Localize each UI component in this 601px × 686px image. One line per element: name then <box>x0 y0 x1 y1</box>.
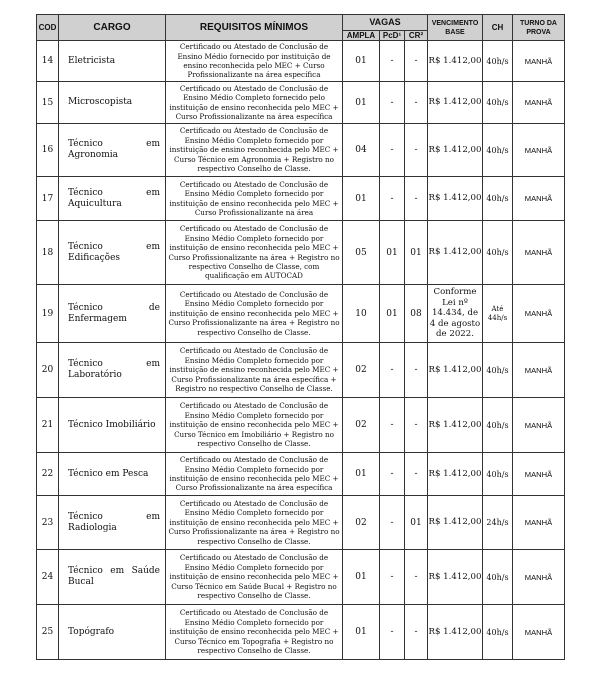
cell-cargo: Técnico em Pesca <box>59 453 166 496</box>
cell-requisitos: Certificado ou Atestado de Conclusão de Ensino Médio Completo fornecido por instituição de ensino reconhecida pelo MEC + Curso Profissionalizante na área + Registro no respectivo Conselho de Classe. <box>166 285 343 343</box>
cell-ch: 40h/s <box>483 605 513 660</box>
cell-vencimento: R$ 1.412,00 <box>428 177 483 221</box>
table-header-row <box>37 15 565 31</box>
cell-vencimento: Conforme Lei nº 14.434, de 4 de agosto de 2022. <box>428 285 483 343</box>
cell-turno: MANHÃ <box>513 124 565 177</box>
cell-cr: - <box>405 41 428 82</box>
cell-cargo: Técnico Imobiliário <box>59 398 166 453</box>
cell-ampla: 10 <box>343 285 380 343</box>
cell-ch: 40h/s <box>483 41 513 82</box>
cell-requisitos: Certificado ou Atestado de Conclusão de Ensino Médio Completo fornecido por instituição de ensino reconhecida pelo MEC + Curso Profissionalizante na área específica + Registro no respectivo Conselho de Classe. <box>166 343 343 398</box>
cell-turno: MANHÃ <box>513 453 565 496</box>
cell-turno: MANHÃ <box>513 496 565 550</box>
cell-ampla: 05 <box>343 221 380 285</box>
header-cargo: CARGO <box>59 15 166 41</box>
vacancy-table-container <box>36 14 565 660</box>
cell-cr: - <box>405 605 428 660</box>
cell-requisitos: Certificado ou Atestado de Conclusão de Ensino Médio Completo fornecido por instituição de ensino reconhecida pelo MEC + Curso Profissionalizante na área específica <box>166 453 343 496</box>
cell-ampla: 01 <box>343 550 380 605</box>
table-row <box>37 82 565 124</box>
header-vagas: VAGAS <box>343 15 428 31</box>
table-row <box>37 550 565 605</box>
cell-ampla: 02 <box>343 343 380 398</box>
cell-cr: - <box>405 343 428 398</box>
cell-requisitos: Certificado ou Atestado de Conclusão de Ensino Médio Completo fornecido pelo instituição de ensino reconhecida pelo MEC + Curso Profissionalizante na área específica <box>166 82 343 124</box>
cell-cod: 14 <box>37 41 59 82</box>
cell-cr: 08 <box>405 285 428 343</box>
table-row <box>37 124 565 177</box>
cell-turno: MANHÃ <box>513 550 565 605</box>
cell-ch: 24h/s <box>483 496 513 550</box>
table-row <box>37 221 565 285</box>
cell-vencimento: R$ 1.412,00 <box>428 221 483 285</box>
table-row <box>37 453 565 496</box>
cell-cod: 21 <box>37 398 59 453</box>
cell-ampla: 04 <box>343 124 380 177</box>
cell-cr: - <box>405 177 428 221</box>
table-row <box>37 177 565 221</box>
cell-ch: 40h/s <box>483 343 513 398</box>
cell-pcd: 01 <box>380 285 405 343</box>
cell-requisitos: Certificado ou Atestado de Conclusão de Ensino Médio Completo fornecido por instituição de ensino reconhecida pelo MEC + Curso Técnico em Imobiliário + Registro no respectivo Conselho de Classe. <box>166 398 343 453</box>
cell-pcd: - <box>380 398 405 453</box>
cell-ch: 40h/s <box>483 221 513 285</box>
cell-cod: 22 <box>37 453 59 496</box>
cell-pcd: - <box>380 82 405 124</box>
cell-cr: - <box>405 82 428 124</box>
cell-cr: - <box>405 124 428 177</box>
cell-vencimento: R$ 1.412,00 <box>428 343 483 398</box>
cell-requisitos: Certificado ou Atestado de Conclusão de Ensino Médio Completo fornecido por instituição de ensino reconhecida pelo MEC + Curso Técnico em Agronomia + Registro no respectivo Conselho de Classe. <box>166 124 343 177</box>
cell-cr: 01 <box>405 496 428 550</box>
cell-turno: MANHÃ <box>513 41 565 82</box>
cell-ampla: 01 <box>343 453 380 496</box>
cell-pcd: - <box>380 453 405 496</box>
cell-cod: 20 <box>37 343 59 398</box>
cell-requisitos: Certificado ou Atestado de Conclusão de Ensino Médio Completo fornecido por instituição de ensino reconhecida pelo MEC + Curso Profissionalizante na área + Registro no respectivo Conselho de Classe. <box>166 496 343 550</box>
cell-requisitos: Certificado ou Atestado de Conclusão de Ensino Médio Completo fornecido por instituição de ensino reconhecida pelo MEC + Curso Profissionalizante na área <box>166 177 343 221</box>
cell-ch: 40h/s <box>483 398 513 453</box>
cell-cod: 19 <box>37 285 59 343</box>
cell-vencimento: R$ 1.412,00 <box>428 496 483 550</box>
cell-ch: Até 44h/s <box>483 285 513 343</box>
header-ch: CH <box>483 15 513 41</box>
header-pcd: PcD¹ <box>380 31 405 41</box>
cell-cargo: Técnico em Laboratório <box>59 343 166 398</box>
cell-turno: MANHÃ <box>513 605 565 660</box>
table-row <box>37 398 565 453</box>
table-row <box>37 41 565 82</box>
cell-requisitos: Certificado ou Atestado de Conclusão de Ensino Médio Completo fornecido por instituição de ensino reconhecida pelo MEC + Curso Técnico em Saúde Bucal + Registro no respectivo Conselho de Classe. <box>166 550 343 605</box>
cell-cargo: Técnico em Radiologia <box>59 496 166 550</box>
cell-pcd: - <box>380 605 405 660</box>
cell-requisitos: Certificado ou Atestado de Conclusão de Ensino Médio fornecido por instituição de ensino reconhecida pelo MEC + Curso Profissionalizante na área específica <box>166 41 343 82</box>
cell-pcd: - <box>380 124 405 177</box>
cell-vencimento: R$ 1.412,00 <box>428 41 483 82</box>
cell-pcd: - <box>380 496 405 550</box>
table-row <box>37 605 565 660</box>
cell-turno: MANHÃ <box>513 343 565 398</box>
cell-pcd: 01 <box>380 221 405 285</box>
cell-vencimento: R$ 1.412,00 <box>428 398 483 453</box>
cell-ch: 40h/s <box>483 177 513 221</box>
cell-pcd: - <box>380 41 405 82</box>
cell-cod: 25 <box>37 605 59 660</box>
header-cr: CR² <box>405 31 428 41</box>
cell-cargo: Eletricista <box>59 41 166 82</box>
header-cod: COD <box>37 15 59 41</box>
cell-cargo: Técnico em Saúde Bucal <box>59 550 166 605</box>
cell-cr: - <box>405 398 428 453</box>
cell-vencimento: R$ 1.412,00 <box>428 124 483 177</box>
cell-ampla: 01 <box>343 605 380 660</box>
cell-ampla: 01 <box>343 177 380 221</box>
cell-ampla: 02 <box>343 496 380 550</box>
cell-ch: 40h/s <box>483 550 513 605</box>
cell-vencimento: R$ 1.412,00 <box>428 550 483 605</box>
cell-cr: - <box>405 453 428 496</box>
cell-ampla: 02 <box>343 398 380 453</box>
cell-ch: 40h/s <box>483 124 513 177</box>
cell-ch: 40h/s <box>483 453 513 496</box>
cell-pcd: - <box>380 177 405 221</box>
cell-vencimento: R$ 1.412,00 <box>428 82 483 124</box>
table-row <box>37 343 565 398</box>
cell-pcd: - <box>380 550 405 605</box>
cell-cod: 18 <box>37 221 59 285</box>
cell-cod: 15 <box>37 82 59 124</box>
header-requisitos: REQUISITOS MÍNIMOS <box>166 15 343 41</box>
cell-cargo: Topógrafo <box>59 605 166 660</box>
vacancy-table <box>36 14 565 660</box>
cell-turno: MANHÃ <box>513 177 565 221</box>
cell-cr: - <box>405 550 428 605</box>
cell-cargo: Técnico em Aquicultura <box>59 177 166 221</box>
cell-turno: MANHÃ <box>513 82 565 124</box>
cell-cargo: Microscopista <box>59 82 166 124</box>
cell-pcd: - <box>380 343 405 398</box>
cell-requisitos: Certificado ou Atestado de Conclusão de Ensino Médio Completo fornecido por instituição de ensino reconhecida pelo MEC + Curso Profissionalizante na área + Registro no respectivo Conselho de Classe, com qualificação em AUTOCAD <box>166 221 343 285</box>
table-body <box>37 41 565 660</box>
cell-cod: 17 <box>37 177 59 221</box>
cell-vencimento: R$ 1.412,00 <box>428 605 483 660</box>
cell-ampla: 01 <box>343 41 380 82</box>
cell-cod: 24 <box>37 550 59 605</box>
cell-ch: 40h/s <box>483 82 513 124</box>
table-row <box>37 285 565 343</box>
header-ampla: AMPLA <box>343 31 380 41</box>
cell-cod: 16 <box>37 124 59 177</box>
header-vencimento: VENCIMENTO BASE <box>428 15 483 41</box>
cell-turno: MANHÃ <box>513 398 565 453</box>
cell-cod: 23 <box>37 496 59 550</box>
cell-cargo: Técnico em Agronomia <box>59 124 166 177</box>
table-row <box>37 496 565 550</box>
cell-requisitos: Certificado ou Atestado de Conclusão de Ensino Médio Completo fornecido por instituição de ensino reconhecida pelo MEC + Curso Técnico em Topografia + Registro no respectivo Conselho de Classe. <box>166 605 343 660</box>
cell-cargo: Técnico em Edificações <box>59 221 166 285</box>
cell-ampla: 01 <box>343 82 380 124</box>
cell-turno: MANHÃ <box>513 221 565 285</box>
cell-cr: 01 <box>405 221 428 285</box>
cell-cargo: Técnico de Enfermagem <box>59 285 166 343</box>
header-turno: TURNO DA PROVA <box>513 15 565 41</box>
cell-vencimento: R$ 1.412,00 <box>428 453 483 496</box>
cell-turno: MANHÃ <box>513 285 565 343</box>
